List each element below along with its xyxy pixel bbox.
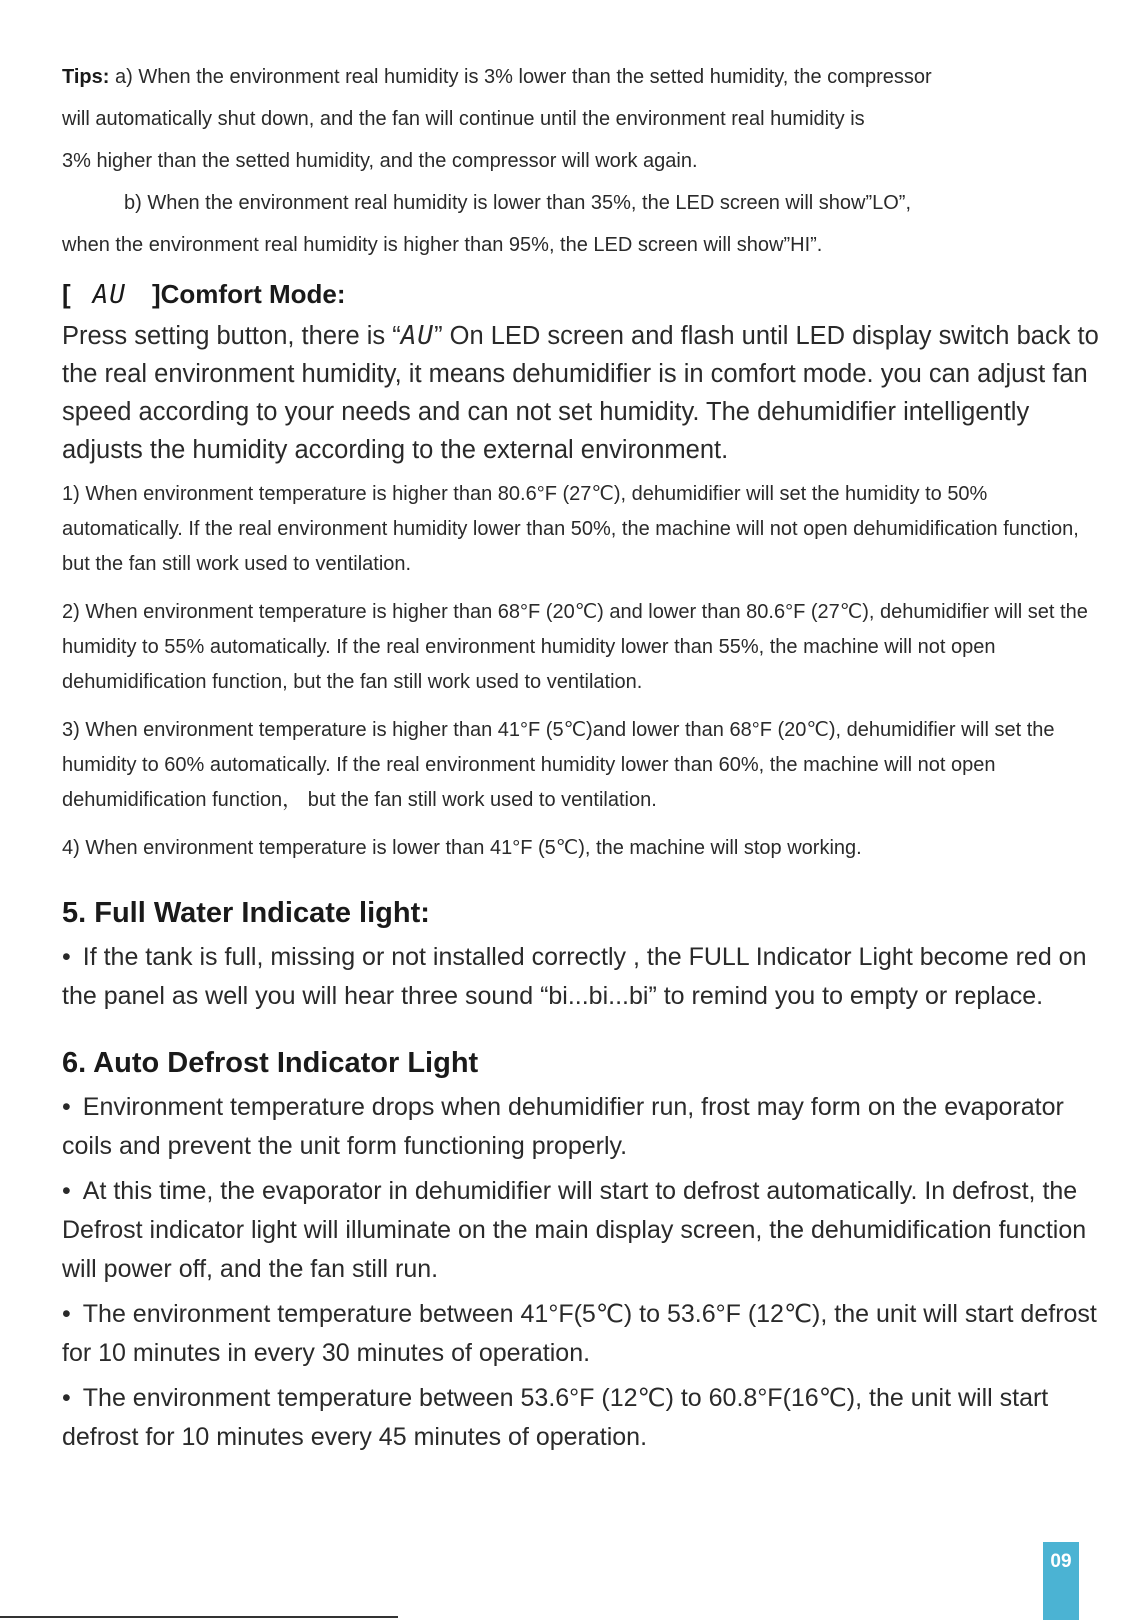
tips-line	[62, 56, 1102, 98]
bullet-item	[62, 938, 1102, 1016]
bullet-item	[62, 1088, 1102, 1166]
bullet-icon: •	[62, 1300, 71, 1328]
bullet-icon: •	[62, 1093, 71, 1121]
bullet-text: At this time, the evaporator in dehumidifier will start to defrost automatically. In defrost, the Defrost indicator light will illuminate on the main display screen, the dehumidification function will power off, and the fan still run.	[62, 1177, 1087, 1283]
rule-item: 1) When environment temperature is higher than 80.6°F (27℃), dehumidifier will set the humidity to 50% automatically. If the real environment humidity lower than 50%, the machine will not open dehumidification function, but the fan still work used to ventilation.	[62, 483, 1079, 575]
tips-text: a) When the environment real humidity is 3% lower than the setted humidity, the compressor	[109, 66, 932, 88]
bullet-text: If the tank is full, missing or not installed correctly , the FULL Indicator Light become red on the panel as well you will hear three sound “bi...bi...bi” to remind you to empty or replace.	[62, 943, 1087, 1010]
intro-text: ” On LED screen and flash until LED display switch back to the real environment humidity, it means dehumidifier is in comfort mode. you can adjust fan speed according to your needs and can not set humidity. The dehumidifier intelligently adjusts the humidity according to the external environment.	[62, 322, 1099, 464]
comfort-mode-heading	[62, 272, 1102, 317]
comfort-mode-title: ]Comfort Mode:	[151, 279, 346, 309]
rule-item: 4) When environment temperature is lower than 41°F (5℃), the machine will stop working.	[62, 837, 862, 859]
comfort-mode-intro	[62, 317, 1102, 469]
tips-line: 3% higher than the setted humidity, and the compressor will work again.	[62, 150, 698, 172]
bracket-open: [	[62, 279, 71, 309]
segment-display-code: AU	[400, 321, 435, 351]
rule-item: 3) When environment temperature is higher than 41°F (5℃)and lower than 68°F (20℃), dehumidifier will set the humidity to 60% automatically. If the real environment humidity lower than 60%, the machine will not open dehumidification function， but the fan still work used to ventilation.	[62, 719, 1055, 811]
bullet-icon: •	[62, 1177, 71, 1205]
tips-line: when the environment real humidity is higher than 95%, the LED screen will show”HI”.	[62, 234, 823, 256]
tips-line: b) When the environment real humidity is lower than 35%, the LED screen will show”LO”,	[124, 192, 912, 214]
bullet-text: Environment temperature drops when dehumidifier run, frost may form on the evaporator coils and prevent the unit form functioning properly.	[62, 1093, 1064, 1160]
bullet-icon: •	[62, 943, 71, 971]
tips-line: will automatically shut down, and the fan will continue until the environment real humidity is	[62, 108, 865, 130]
tips-block	[62, 56, 1102, 266]
footer-rule	[0, 1616, 398, 1618]
page-number-tab: 09	[1043, 1542, 1079, 1620]
section-heading: 6. Auto Defrost Indicator Light	[62, 1047, 479, 1079]
bullet-item	[62, 1379, 1102, 1457]
rule-item: 2) When environment temperature is higher than 68°F (20℃) and lower than 80.6°F (27℃), dehumidifier will set the humidity to 55% automatically. If the real environment humidity lower than 55%, the machine will not open dehumidification function, but the fan still work used to ventilation.	[62, 601, 1088, 693]
bullet-item	[62, 1295, 1102, 1373]
intro-text: Press setting button, there is “	[62, 322, 401, 350]
tips-label: Tips:	[62, 66, 110, 88]
segment-display-code: AU	[92, 280, 126, 310]
comfort-mode-rules	[62, 477, 1102, 866]
bullet-text: The environment temperature between 41°F(5℃) to 53.6°F (12℃), the unit will start defrost for 10 minutes in every 30 minutes of operation.	[62, 1300, 1097, 1367]
bullet-text: The environment temperature between 53.6°F (12℃) to 60.8°F(16℃), the unit will start defrost for 10 minutes every 45 minutes of operation.	[62, 1384, 1049, 1451]
bullet-icon: •	[62, 1384, 71, 1412]
bullet-item	[62, 1172, 1102, 1289]
manual-page	[62, 56, 1102, 1463]
section-heading: 5. Full Water Indicate light:	[62, 897, 430, 929]
